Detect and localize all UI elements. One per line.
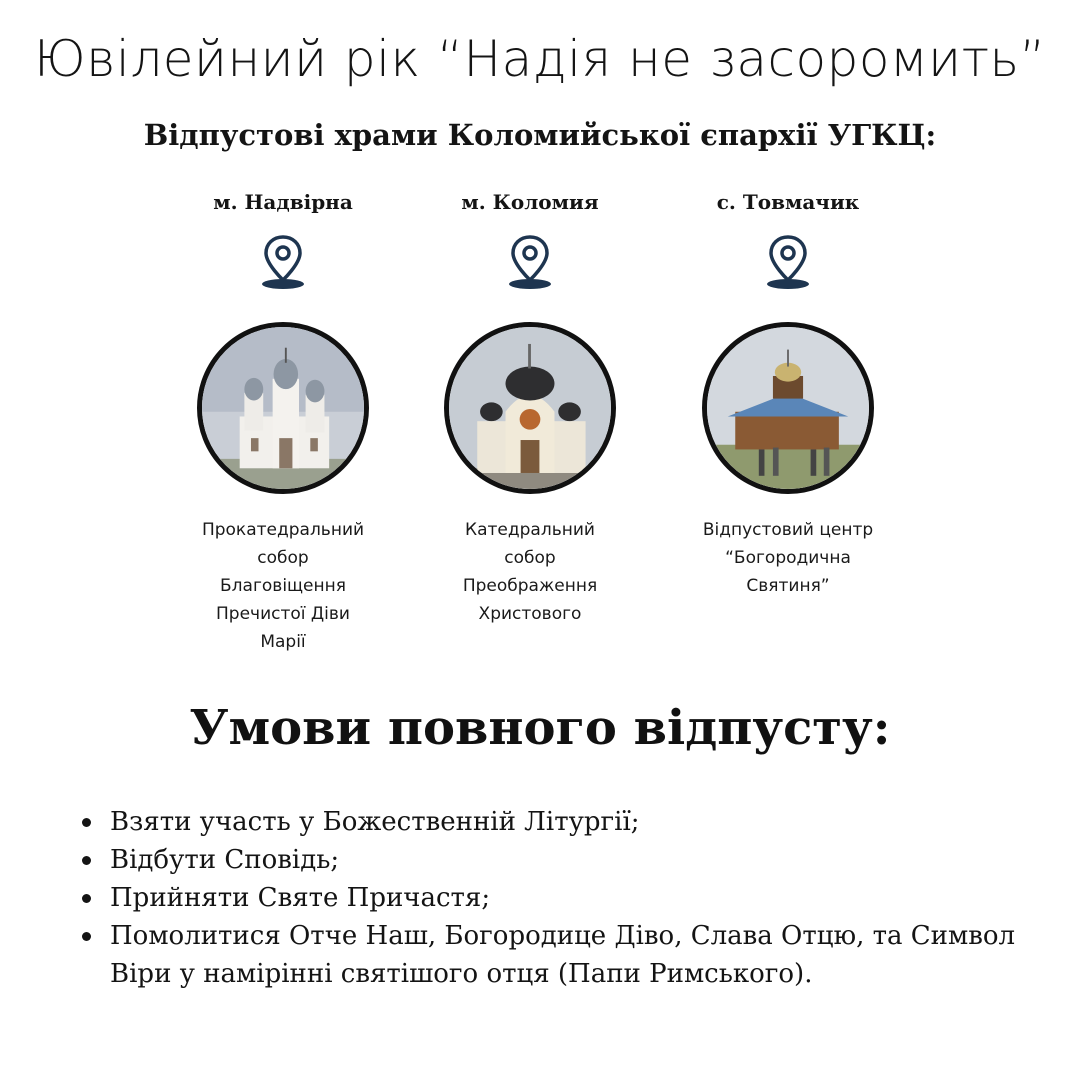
- caption-line: Прокатедральний: [201, 520, 365, 540]
- caption-line: собор: [257, 548, 309, 568]
- list-item: Взяти участь у Божественній Літургії;: [78, 803, 1038, 841]
- list-item: Помолитися Отче Наш, Богородице Діво, Слава Отцю, та Символ Віри у намірінні святішого отця (Папи Римського).: [78, 917, 1038, 993]
- church-caption: [658, 516, 918, 600]
- caption-line: Катедральний: [465, 520, 595, 540]
- list-item: Прийняти Святе Причастя;: [78, 879, 1038, 917]
- caption-line: Марії: [260, 632, 306, 652]
- caption-line: “Богородична: [725, 548, 851, 568]
- page-title: Ювілейний рік “Надія не засоромить”: [34, 30, 1046, 88]
- caption-line: Пречистої Діви: [216, 604, 350, 624]
- caption-line: Преображення: [462, 576, 598, 596]
- list-item: Відбути Сповідь;: [78, 841, 1038, 879]
- place-nadvirna: [153, 190, 413, 656]
- location-pin-icon: [765, 234, 811, 290]
- page-subtitle: Відпустові храми Коломийської єпархії УГКЦ:: [143, 118, 937, 152]
- caption-line: Святиня”: [746, 576, 830, 596]
- location-pin-icon: [507, 234, 553, 290]
- city-label: м. Коломия: [461, 190, 599, 214]
- city-label: с. Товмачик: [716, 190, 860, 214]
- caption-line: Христового: [478, 604, 582, 624]
- caption-line: Відпустовий центр: [702, 520, 874, 540]
- caption-line: собор: [504, 548, 556, 568]
- church-photo-nadvirna: [197, 322, 369, 494]
- place-kolomyia: [400, 190, 660, 628]
- conditions-list: [78, 803, 1038, 993]
- place-tovmachyk: [658, 190, 918, 600]
- church-photo-tovmachyk: [702, 322, 874, 494]
- conditions-title: Умови повного відпусту:: [189, 700, 891, 756]
- caption-line: Благовіщення: [220, 576, 346, 596]
- church-photo-kolomyia: [444, 322, 616, 494]
- city-label: м. Надвірна: [213, 190, 353, 214]
- location-pin-icon: [260, 234, 306, 290]
- church-caption: [400, 516, 660, 628]
- church-caption: [153, 516, 413, 656]
